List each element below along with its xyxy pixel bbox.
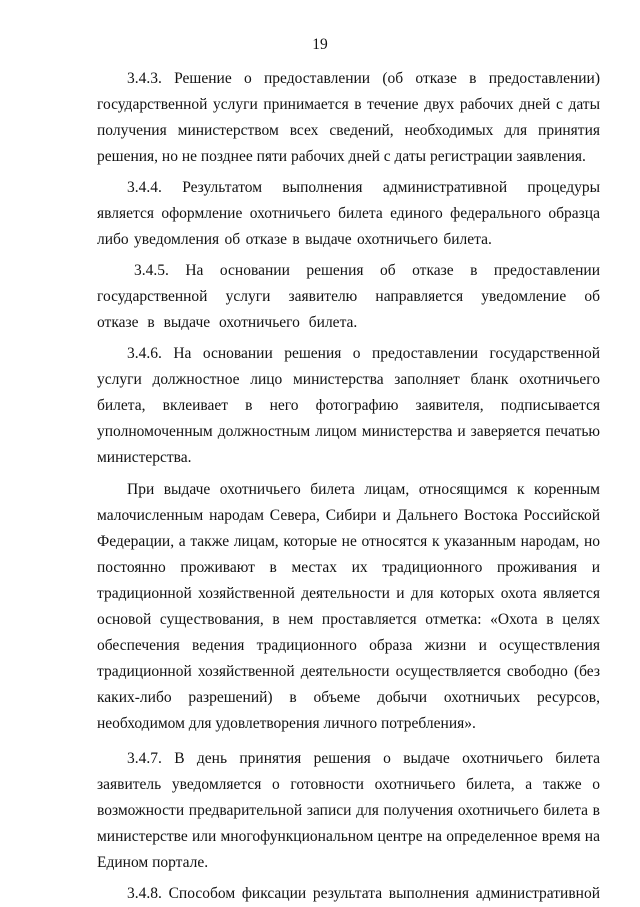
paragraph-3-4-8: 3.4.8. Способом фиксации результата выполнения административной — [127, 885, 600, 902]
paragraph-hunting-mark: При выдаче охотничьего билета лицам, относящимся к коренным малочисленным народам Севера, Сибири и Дальнего Востока Российской Федерации, а также лицам, которые не относятся к указанным народам, но постоянно проживают в местах их традиционного проживания и традиционной хозяйственной деятельности и для которых охота является основой существования, в нем проставляется отметка: «Охота в целях обеспечения ведения традиционного образа жизни и осуществления традиционной хозяйственной деятельности осуществляется свободно (без каких-либо разрешений) в объеме добычи охотничьих ресурсов, необходимом для удовлетворения личного потребления». — [97, 481, 600, 732]
paragraph-3-4-3: 3.4.3. Решение о предоставлении (об отказе в предоставлении) государственной услуги принимается в течение двух рабочих дней с даты получения министерством всех сведений, необходимых для принятия решения, но не позднее пяти рабочих дней с даты регистрации заявления. — [97, 70, 600, 165]
document-body — [97, 66, 600, 907]
paragraph-3-4-7: 3.4.7. В день принятия решения о выдаче охотничьего билета заявитель уведомляется о готовности охотничьего билета, а также о возможности предварительной записи для получения охотничьего билета в министерстве или многофункциональном центре на определенное время на Едином портале. — [97, 750, 600, 871]
paragraph-3-4-6: 3.4.6. На основании решения о предоставлении государственной услуги должностное лицо министерства заполняет бланк охотничьего билета, вклеивает в него фотографию заявителя, подписывается уполномоченным должностным лицом министерства и заверяется печатью министерства. — [97, 345, 600, 466]
paragraph-3-4-4: 3.4.4. Результатом выполнения административной процедуры является оформление охотничьего билета единого федерального образца либо уведомления об отказе в выдаче охотничьего билета. — [97, 179, 600, 248]
page-number: 19 — [312, 36, 328, 53]
paragraph-3-4-5: 3.4.5. На основании решения об отказе в предоставлении государственной услуги заявителю направляется уведомление об отказе в выдаче охотничьего билета. — [97, 262, 600, 331]
